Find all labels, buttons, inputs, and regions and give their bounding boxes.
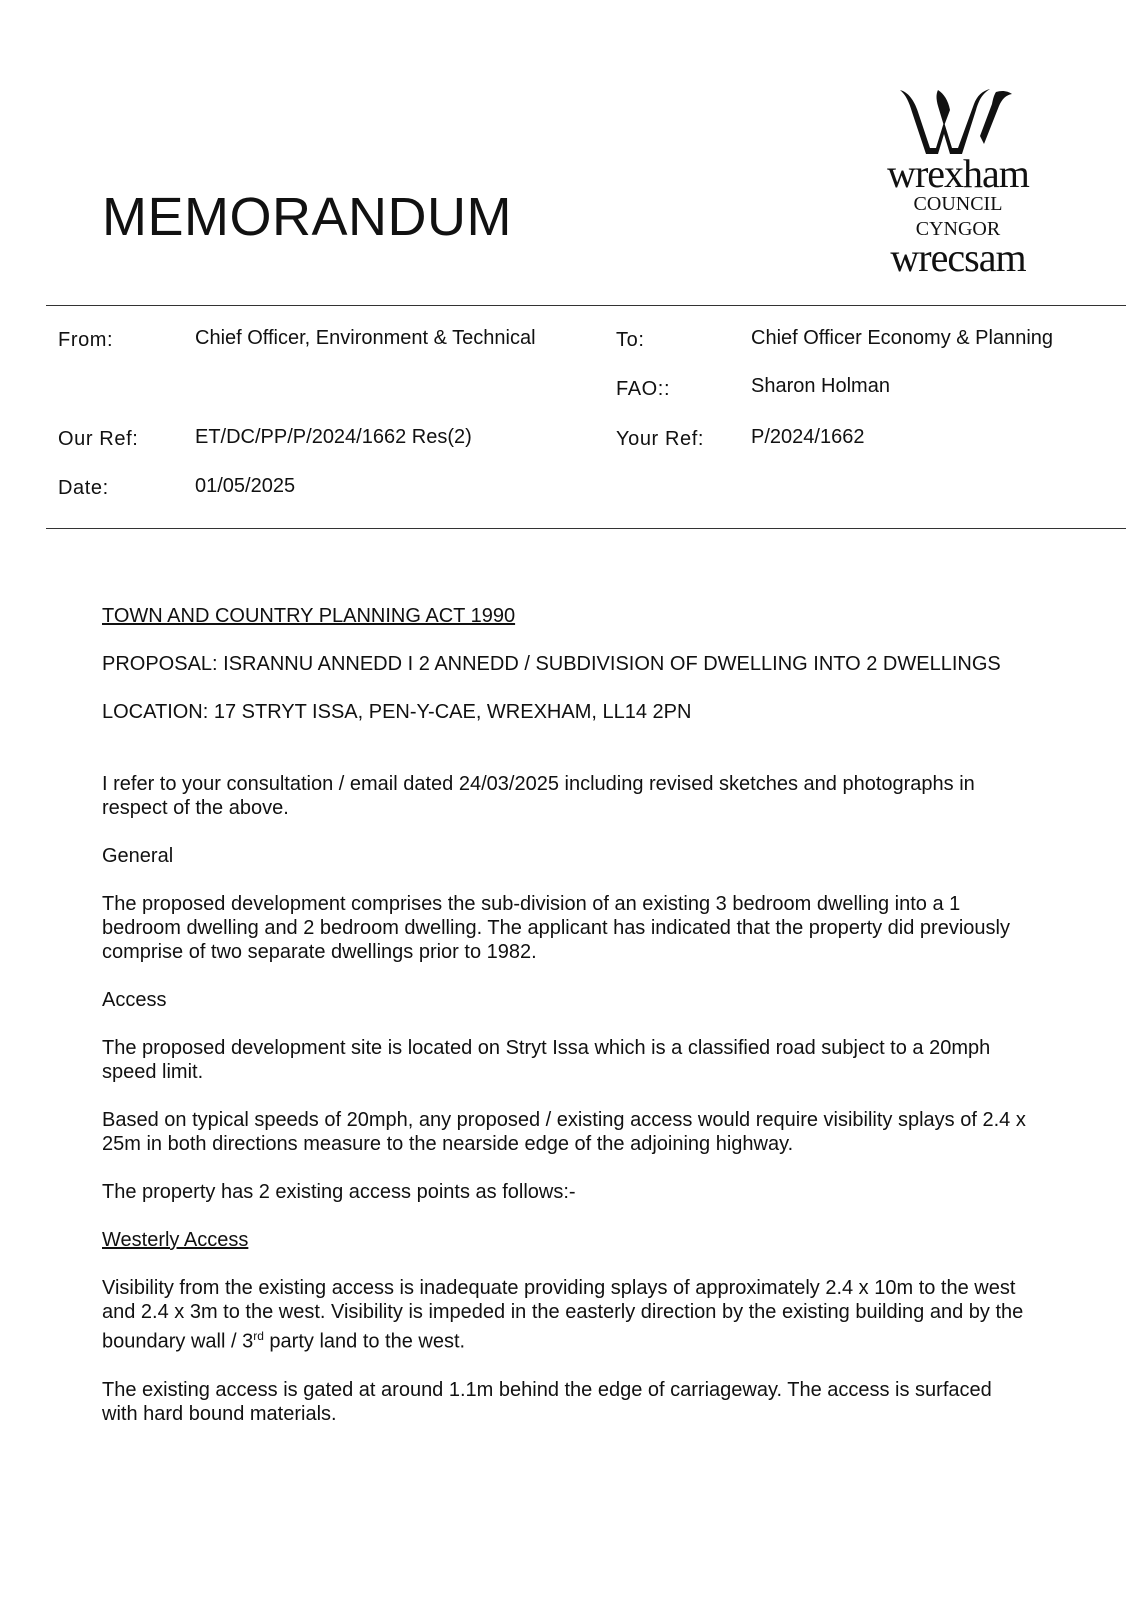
memo-body <box>102 604 1032 1450</box>
memo-title: MEMORANDUM <box>102 187 512 247</box>
date-value: 01/05/2025 <box>195 475 296 497</box>
westerly-paragraph-2: The existing access is gated at around 1.1m behind the edge of carriageway. The access is surfaced with hard bound materials. <box>102 1378 992 1425</box>
westerly-paragraph-1 <box>102 1276 1032 1354</box>
access-paragraph-2: Based on typical speeds of 20mph, any proposed / existing access would require visibility splays of 2.4 x 25m in both directions measure to the nearside edge of the adjoining highway. <box>102 1109 1026 1155</box>
access-paragraph-3: The property has 2 existing access points as follows:- <box>102 1181 576 1203</box>
access-heading: Access <box>102 989 167 1011</box>
westerly-paragraph-1-tail: party land to the west. <box>263 1330 466 1353</box>
to-label: To: <box>616 329 645 351</box>
act-heading: TOWN AND COUNTRY PLANNING ACT 1990 <box>102 605 516 627</box>
w-emblem-icon <box>878 86 1038 158</box>
spacer <box>102 748 1032 772</box>
intro-paragraph: I refer to your consultation / email dated 24/03/2025 including revised sketches and photographs in respect of the above. <box>102 773 975 819</box>
date-label: Date: <box>58 477 109 499</box>
from-value: Chief Officer, Environment & Technical <box>195 327 536 349</box>
fao-value: Sharon Holman <box>751 375 890 397</box>
council-logo <box>878 86 1038 280</box>
general-paragraph: The proposed development comprises the sub-division of an existing 3 bedroom dwelling into a 1 bedroom dwelling and 2 bedroom dwelling. The applicant has indicated that the property did previously comprise of two separate dwellings prior to 1982. <box>102 893 1010 963</box>
logo-line-wrexham: wrexham <box>887 151 1029 196</box>
general-heading: General <box>102 845 174 867</box>
logo-line-wrecsam: wrecsam <box>890 235 1026 280</box>
our-ref-label: Our Ref: <box>58 428 139 450</box>
header-divider-top <box>46 305 1126 306</box>
ordinal-suffix: rd <box>253 1329 264 1343</box>
your-ref-label: Your Ref: <box>616 428 705 450</box>
location-text: LOCATION: 17 STRYT ISSA, PEN-Y-CAE, WREXHAM, LL14 2PN <box>102 701 692 723</box>
proposal-text: PROPOSAL: ISRANNU ANNEDD I 2 ANNEDD / SUBDIVISION OF DWELLING INTO 2 DWELLINGS <box>102 653 1001 675</box>
our-ref-value: ET/DC/PP/P/2024/1662 Res(2) <box>195 426 472 448</box>
logo-line-council: COUNCIL <box>913 193 1003 215</box>
your-ref-value: P/2024/1662 <box>751 426 865 448</box>
from-label: From: <box>58 329 114 351</box>
to-value: Chief Officer Economy & Planning <box>751 327 1054 349</box>
logo-line-cyngor: CYNGOR <box>915 218 1001 240</box>
fao-label: FAO:: <box>616 378 671 400</box>
westerly-access-heading: Westerly Access <box>102 1229 249 1251</box>
access-paragraph-1: The proposed development site is located on Stryt Issa which is a classified road subject to a 20mph speed limit. <box>102 1037 991 1083</box>
westerly-paragraph-1-text: Visibility from the existing access is inadequate providing splays of approximately 2.4 x 10m to the west and 2.4 x 3m to the west. Visibility is impeded in the easterly direction by the existing building and by the boundary wall / 3 <box>102 1277 1024 1353</box>
header-divider-bottom <box>46 528 1126 529</box>
